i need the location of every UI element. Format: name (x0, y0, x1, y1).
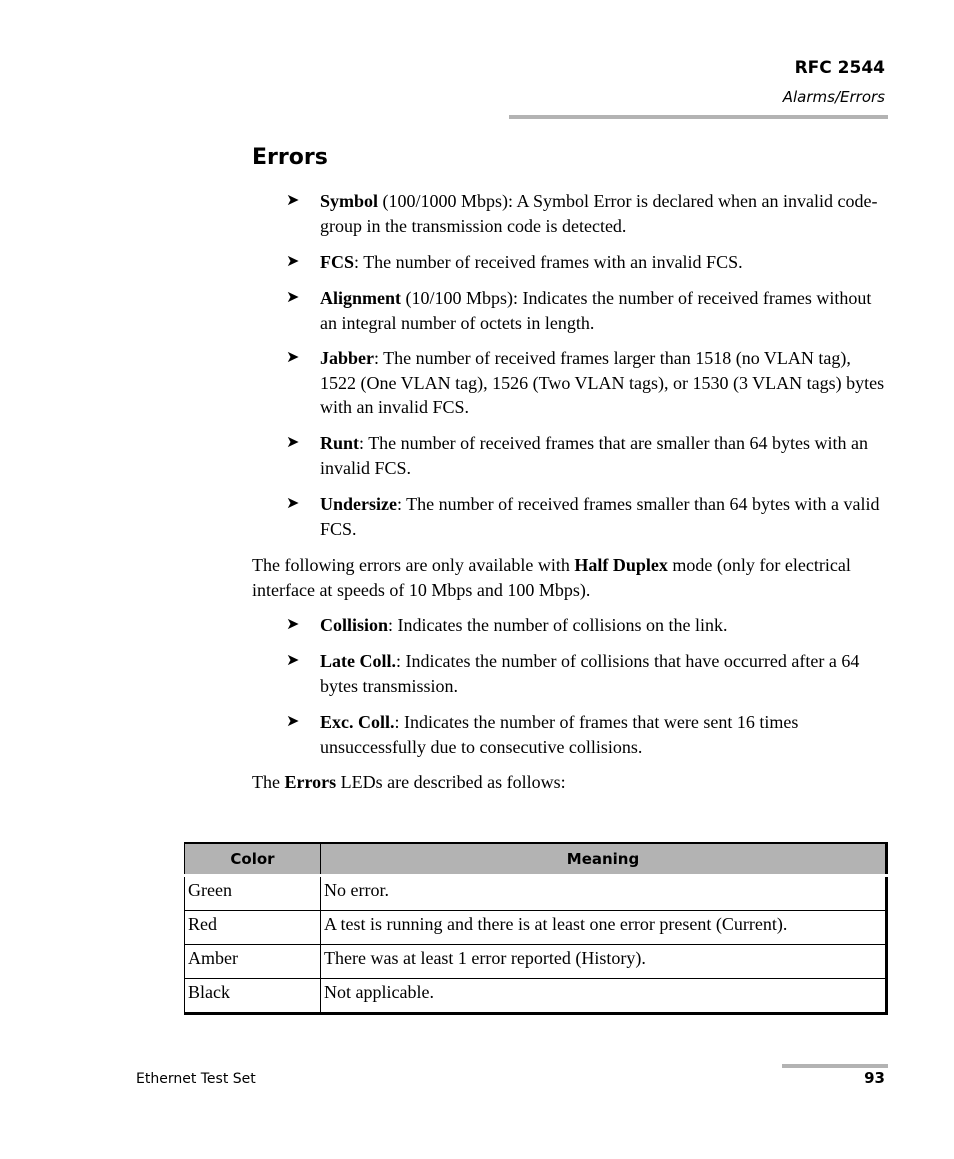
bullet-term: Collision (320, 615, 389, 635)
column-header-color: Color (185, 843, 321, 876)
arrow-bullet-icon: ➤ (286, 192, 300, 209)
footer-rule (782, 1064, 888, 1068)
arrow-bullet-icon: ➤ (286, 616, 300, 633)
bullet-term: FCS (320, 252, 355, 272)
arrow-bullet-icon: ➤ (286, 434, 300, 451)
leds-paragraph: The Errors LEDs are described as follows: (252, 772, 566, 792)
bullet-text: : Indicates the number of collisions that have occurred after a 64 bytes transmission. (320, 651, 860, 696)
bullet-term: Alignment (320, 288, 401, 308)
arrow-bullet-icon: ➤ (286, 253, 300, 270)
bullet-term: Runt (320, 433, 360, 453)
arrow-bullet-icon: ➤ (286, 495, 300, 512)
bullet-term: Jabber (320, 348, 374, 368)
bullet-term: Symbol (320, 191, 379, 211)
cell-color: Black (185, 979, 321, 1014)
bullet-text: : The number of received frames smaller than 64 bytes with a valid FCS. (320, 494, 880, 539)
cell-meaning: Not applicable. (321, 979, 887, 1014)
bullet-text: (100/1000 Mbps): A Symbol Error is declared when an invalid code-group in the transmission code is detected. (320, 191, 878, 236)
bullet-text: (10/100 Mbps): Indicates the number of received frames without an integral number of octets in length. (320, 288, 872, 333)
header-subtitle: Alarms/Errors (782, 88, 885, 106)
cell-meaning: A test is running and there is at least one error present (Current). (321, 911, 887, 945)
bullet-text: : The number of received frames that are smaller than 64 bytes with an invalid FCS. (320, 433, 868, 478)
table-row (185, 945, 887, 979)
section-title: Errors (252, 145, 328, 170)
header-title: RFC 2544 (794, 58, 885, 78)
bullet-text: : The number of received frames larger than 1518 (no VLAN tag), 1522 (One VLAN tag), 1526 (Two VLAN tags), or 1530 (3 VLAN tags) bytes with an invalid FCS. (320, 348, 885, 417)
half-duplex-paragraph: The following errors are only available with Half Duplex mode (only for electrical interface at speeds of 10 Mbps and 100 Mbps). (252, 555, 851, 600)
cell-color: Amber (185, 945, 321, 979)
cell-meaning: No error. (321, 876, 887, 911)
footer-product-name: Ethernet Test Set (136, 1071, 256, 1087)
table-header-row (185, 843, 887, 876)
table-row (185, 979, 887, 1014)
errors-led-table (184, 842, 888, 1015)
cell-color: Red (185, 911, 321, 945)
arrow-bullet-icon: ➤ (286, 713, 300, 730)
bullet-text: : Indicates the number of collisions on the link. (388, 615, 728, 635)
page-number: 93 (864, 1069, 885, 1087)
bullet-term: Late Coll. (320, 651, 396, 671)
cell-meaning: There was at least 1 error reported (History). (321, 945, 887, 979)
arrow-bullet-icon: ➤ (286, 289, 300, 306)
bullet-term: Undersize (320, 494, 397, 514)
bullet-term: Exc. Coll. (320, 712, 395, 732)
cell-color: Green (185, 876, 321, 911)
column-header-meaning: Meaning (321, 843, 887, 876)
bullet-text: : The number of received frames with an invalid FCS. (354, 252, 743, 272)
table-row (185, 876, 887, 911)
arrow-bullet-icon: ➤ (286, 652, 300, 669)
header-rule (509, 115, 888, 119)
arrow-bullet-icon: ➤ (286, 349, 300, 366)
bullet-text: : Indicates the number of frames that were sent 16 times unsuccessfully due to consecutive collisions. (320, 712, 799, 757)
table-row (185, 911, 887, 945)
